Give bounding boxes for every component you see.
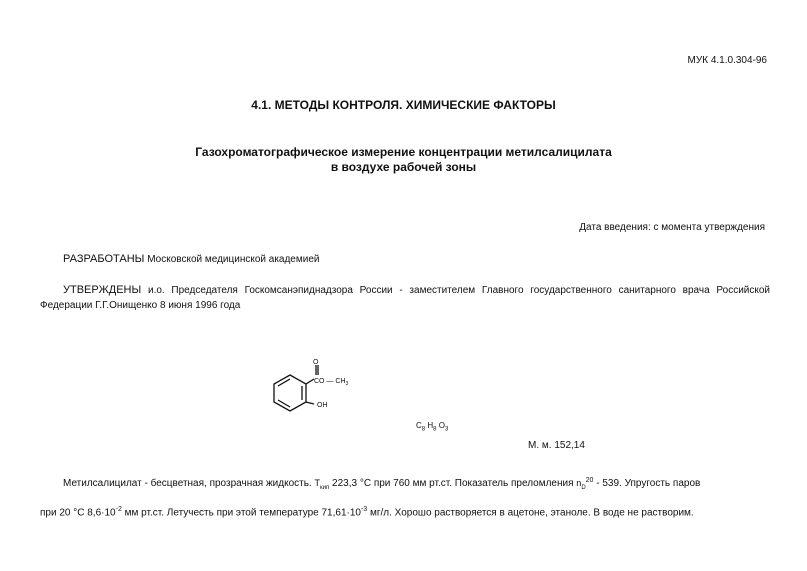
carbonyl-oxygen-label: O <box>313 359 319 366</box>
document-code: МУК 4.1.0.304-96 <box>687 55 767 66</box>
benzene-ring <box>274 375 306 411</box>
developed-label: РАЗРАБОТАНЫ <box>63 253 145 265</box>
developed-paragraph <box>40 252 770 267</box>
method-title-line1: Газохроматографическое измерение концентрации метилсалицилата <box>195 145 612 159</box>
properties-paragraph <box>40 470 770 523</box>
boiling-point-symbol: $T_{кип}$ <box>314 478 330 491</box>
method-title <box>0 145 807 175</box>
approved-paragraph <box>40 283 770 313</box>
developed-text: Московской медицинской академией <box>144 254 320 265</box>
section-title: 4.1. МЕТОДЫ КОНТРОЛЯ. ХИМИЧЕСКИЕ ФАКТОРЫ <box>251 98 556 112</box>
refractive-index-symbol: $n_D^{20}$ <box>576 477 594 491</box>
introduction-date: Дата введения: с момента утверждения <box>579 222 765 233</box>
molecular-formula: $C_8$ $H_8$ $O_3$ <box>416 421 449 433</box>
approved-text: и.о. Председателя Госкомсанэпиднадзора России - заместителем Главного государственного санитарного врача Российской Федерации Г.Г.Онищенко 8 июня 1996 года <box>40 285 770 311</box>
approved-label: УТВЕРЖДЕНЫ <box>63 284 142 296</box>
ester-group-label: CO — $CH_3$ <box>314 378 349 387</box>
properties-line1: Метилсалицилат - бесцветная, прозрачная жидкость. $T_{кип}$ 223,3 °С при 760 мм рт.ст. Показатель преломления $n_D^{20} - 539$. Упругость паров <box>40 470 770 499</box>
hydroxyl-group-label: OH <box>317 402 328 409</box>
molar-mass: М. м. 152,14 <box>528 440 585 451</box>
properties-line2: при 20 °С $8,6\cdot 10^{-2}$ мм рт.ст. Летучесть при этой температуре $71,61\cdot 10^{-3}$ мг/л. Хорошо растворяется в ацетоне, этаноле. В воде не растворим. <box>40 505 694 519</box>
structural-formula <box>262 355 372 415</box>
method-title-line2: в воздухе рабочей зоны <box>330 160 477 174</box>
